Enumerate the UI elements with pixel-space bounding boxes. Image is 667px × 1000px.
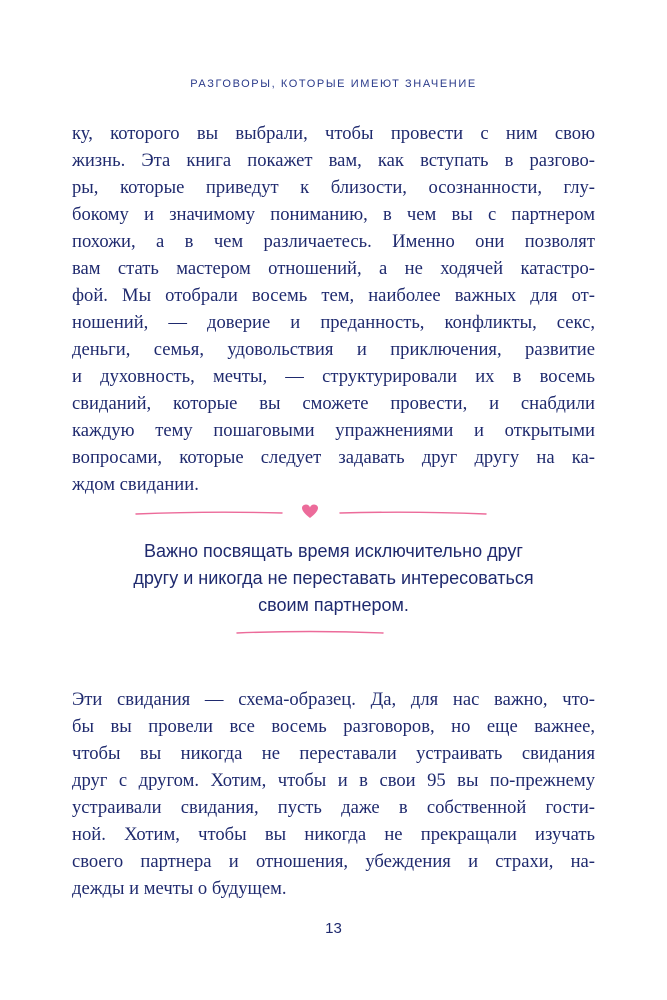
pull-quote-line: другу и никогда не переставать интересоваться xyxy=(133,568,534,588)
swash-bottom xyxy=(237,632,383,634)
pull-quote-line: Важно посвящать время исключительно друг xyxy=(144,541,523,561)
text-line: фой. Мы отобрали восемь тем, наиболее важных для от- xyxy=(72,285,595,306)
text-line: ной. Хотим, чтобы вы никогда не прекращали изучать xyxy=(72,824,595,845)
pullquote-divider-top xyxy=(0,500,667,524)
pullquote-divider-bottom xyxy=(0,626,667,640)
text-line: похожи, а в чем различаетесь. Именно они позволят xyxy=(72,231,595,252)
heart-icon xyxy=(302,504,318,518)
pull-quote-line: своим партнером. xyxy=(258,595,409,615)
body-paragraph-1 xyxy=(72,120,595,498)
text-line: устраивали свидания, пусть даже в собственной гости- xyxy=(72,797,595,818)
text-line: деньги, семья, удовольствия и приключения, развитие xyxy=(72,339,595,360)
text-line: ношений, — доверие и преданность, конфликты, секс, xyxy=(72,312,595,333)
text-line: бокому и значимому пониманию, в чем вы с партнером xyxy=(72,204,595,225)
text-line: ждом свидании. xyxy=(72,474,199,495)
text-line: бы вы провели все восемь разговоров, но еще важнее, xyxy=(72,716,595,737)
running-header: РАЗГОВОРЫ, КОТОРЫЕ ИМЕЮТ ЗНАЧЕНИЕ xyxy=(190,78,477,90)
pull-quote xyxy=(60,538,607,619)
text-line: Эти свидания — схема-образец. Да, для нас важно, что- xyxy=(72,689,595,710)
text-line: дежды и мечты о будущем. xyxy=(72,878,287,899)
text-line: ку, которого вы выбрали, чтобы провести с ним свою xyxy=(72,123,595,144)
text-line: чтобы вы никогда не переставали устраивать свидания xyxy=(72,743,595,764)
page-number: 13 xyxy=(325,920,342,937)
swash-left xyxy=(136,512,282,514)
text-line: друг с другом. Хотим, чтобы и в свои 95 вы по-прежнему xyxy=(72,770,595,791)
text-line: вам стать мастером отношений, а не ходячей катастро- xyxy=(72,258,595,279)
text-line: жизнь. Эта книга покажет вам, как вступать в разгово- xyxy=(72,150,595,171)
text-line: вопросами, которые следует задавать друг другу на ка- xyxy=(72,447,595,468)
text-line: ры, которые приведут к близости, осознанности, глу- xyxy=(72,177,595,198)
text-line: свиданий, которые вы сможете провести, и снабдили xyxy=(72,393,595,414)
text-line: своего партнера и отношения, убеждения и страхи, на- xyxy=(72,851,595,872)
body-paragraph-2 xyxy=(72,686,595,902)
text-line: и духовность, мечты, — структурировали их в восемь xyxy=(72,366,595,387)
swash-right xyxy=(340,512,486,514)
text-line: каждую тему пошаговыми упражнениями и открытыми xyxy=(72,420,595,441)
